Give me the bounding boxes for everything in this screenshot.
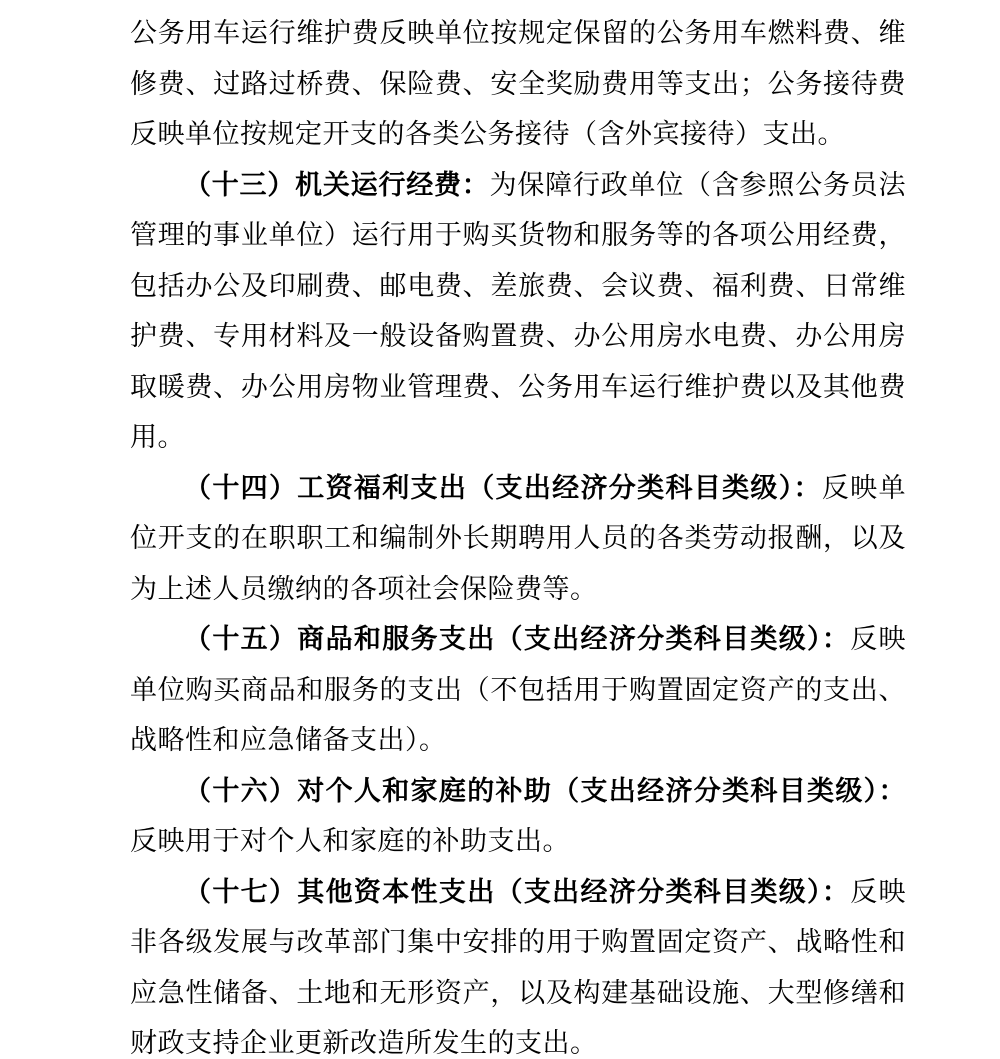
paragraph-item-13 [130, 160, 906, 463]
document-content [130, 8, 906, 1059]
paragraph-lead: （十七）其他资本性支出（支出经济分类科目类级）： [184, 876, 851, 907]
paragraph-text: 反映单位购买商品和服务的支出（不包括用于购置固定资产的支出、战略性和应急储备支出）。 [130, 624, 907, 755]
paragraph-lead: （十五）商品和服务支出（支出经济分类科目类级）： [184, 624, 851, 654]
paragraph-item-16 [130, 766, 906, 867]
paragraph-lead: （十六）对个人和家庭的补助（支出经济分类科目类级）： [184, 775, 906, 806]
paragraph-lead: （十四）工资福利支出（支出经济分类科目类级）： [184, 472, 822, 503]
paragraph-item-17 [130, 867, 906, 1059]
paragraph-text: 反映非各级发展与改革部门集中安排的用于购置固定资产、战略性和应急性储备、土地和无形资产，以及构建基础设施、大型修缮和财政支持企业更新改造所发生的支出。 [130, 876, 907, 1058]
paragraph-item-15 [130, 614, 906, 766]
paragraph-text: 反映单位开支的在职职工和编制外长期聘用人员的各类劳动报酬，以及为上述人员缴纳的各项社会保险费等。 [130, 472, 906, 604]
paragraph-lead: （十三）机关运行经费： [184, 169, 490, 200]
paragraph-continuation [130, 8, 906, 160]
paragraph-text: 公务用车运行维护费反映单位按规定保留的公务用车燃料费、维修费、过路过桥费、保险费、安全奖励费用等支出；公务接待费反映单位按规定开支的各类公务接待（含外宾接待）支出。 [130, 18, 906, 149]
paragraph-text: 为保障行政单位（含参照公务员法管理的事业单位）运行用于购买货物和服务等的各项公用经费，包括办公及印刷费、邮电费、差旅费、会议费、福利费、日常维护费、专用材料及一般设备购置费、办公用房水电费、办公用房取暖费、办公用房物业管理费、公务用车运行维护费以及其他费用。 [130, 169, 907, 452]
paragraph-item-14 [130, 463, 906, 615]
paragraph-text: 反映用于对个人和家庭的补助支出。 [130, 826, 570, 856]
